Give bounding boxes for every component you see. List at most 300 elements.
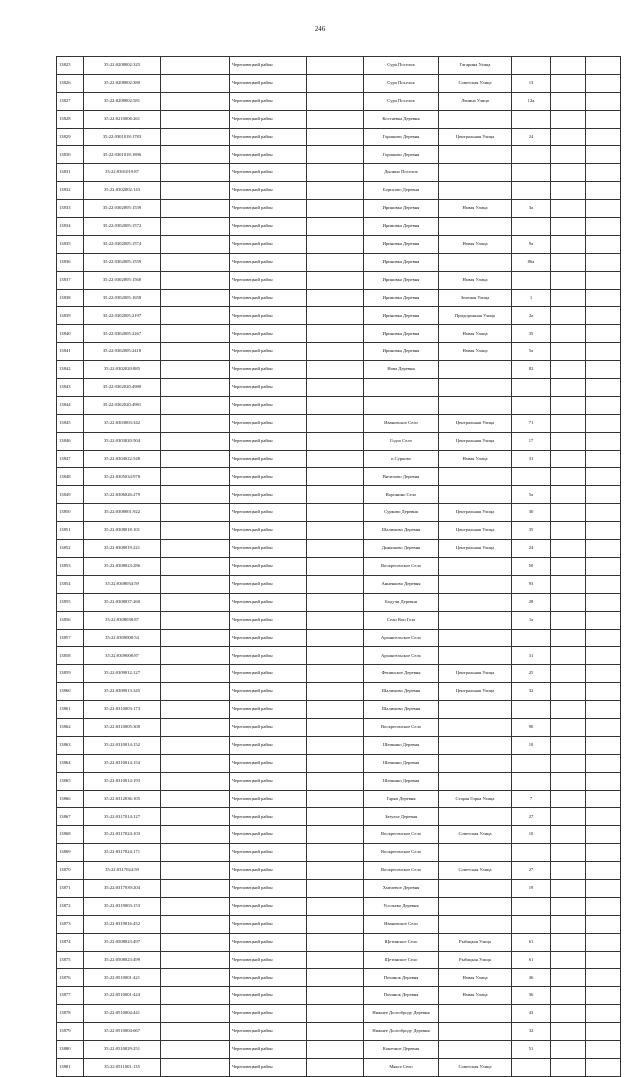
empty-cell [551,826,586,844]
empty-cell [307,432,364,450]
empty-cell [586,897,621,915]
settlement-cell: Щетинское Село [364,951,439,969]
empty-cell [307,271,364,289]
record-number-cell: 13876 [57,969,84,987]
district-cell: Череповецкий район [230,629,307,647]
house-cell: 90 [512,718,551,736]
cadastral-number-cell: 35:22:0310003:173 [84,701,161,719]
street-cell [439,593,512,611]
record-number-cell: 13829 [57,128,84,146]
street-cell [439,557,512,575]
record-number-cell: 13830 [57,146,84,164]
street-cell [439,110,512,128]
district-cell: Череповецкий район [230,1058,307,1076]
street-cell: Советская Улица [439,1058,512,1076]
table-row [57,361,621,379]
empty-cell [307,808,364,826]
empty-cell [586,754,621,772]
district-cell: Череповецкий район [230,92,307,110]
cadastral-number-cell: 35:22:0508023:497 [84,933,161,951]
cadastral-number-cell: 35:22:0302005:1572 [84,218,161,236]
record-number-cell: 13853 [57,557,84,575]
settlement-cell: Фенинское Деревня [364,665,439,683]
record-number-cell: 13842 [57,361,84,379]
empty-cell [161,1005,230,1023]
cadastral-number-cell: 35:22:0317014:127 [84,808,161,826]
table-row [57,772,621,790]
table-row [57,718,621,736]
house-cell: 43 [512,1005,551,1023]
street-cell: Новая Улица [439,325,512,343]
settlement-cell: Воскресенское Село [364,557,439,575]
settlement-cell: Сура Поселок [364,92,439,110]
district-cell: Череповецкий район [230,915,307,933]
cadastral-number-cell: 35:22:0317024:59 [84,862,161,880]
table-row [57,450,621,468]
empty-cell [161,665,230,683]
cadastral-number-cell: 35:22:0309008:87 [84,647,161,665]
settlement-cell: Шалимово Деревня [364,683,439,701]
street-cell [439,182,512,200]
empty-cell [586,432,621,450]
district-cell: Череповецкий район [230,647,307,665]
empty-cell [161,701,230,719]
district-cell: Череповецкий район [230,379,307,397]
house-cell [512,844,551,862]
empty-cell [551,289,586,307]
table-row [57,1040,621,1058]
empty-cell [161,361,230,379]
record-number-cell: 13838 [57,289,84,307]
empty-cell [551,683,586,701]
house-cell: 2а [512,307,551,325]
empty-cell [161,611,230,629]
table-row [57,665,621,683]
district-cell: Череповецкий район [230,110,307,128]
settlement-cell: Анненково Деревня [364,575,439,593]
empty-cell [307,182,364,200]
empty-cell [586,647,621,665]
settlement-cell: Воскресенское Село [364,826,439,844]
cadastral-number-cell: 35:22:0208002:380 [84,74,161,92]
record-number-cell: 13849 [57,486,84,504]
empty-cell [161,1058,230,1076]
record-number-cell: 13873 [57,915,84,933]
settlement-cell: Ириновка Деревня [364,289,439,307]
record-number-cell: 13877 [57,987,84,1005]
table-row [57,468,621,486]
empty-cell [307,504,364,522]
empty-cell [307,754,364,772]
table-row [57,253,621,271]
district-cell: Череповецкий район [230,57,307,75]
settlement-cell: Ивановское Село [364,915,439,933]
cadastral-number-cell: 35:22:0301018:1896 [84,146,161,164]
table-row [57,862,621,880]
settlement-cell [364,379,439,397]
cadastral-number-cell: 35:22:0317039:204 [84,879,161,897]
settlement-cell: Костяевка Деревня [364,110,439,128]
empty-cell [586,522,621,540]
cadastral-number-cell: 35:22:0308034:59 [84,575,161,593]
empty-cell [551,808,586,826]
house-cell [512,1058,551,1076]
cadastral-number-cell: 35:22:0302005:2267 [84,325,161,343]
street-cell: Новая Улица [439,450,512,468]
district-cell: Череповецкий район [230,611,307,629]
empty-cell [586,665,621,683]
empty-cell [551,468,586,486]
empty-cell [307,718,364,736]
settlement-cell: Ириновка Деревня [364,253,439,271]
settlement-cell: Конечное Деревня [364,1040,439,1058]
empty-cell [586,361,621,379]
district-cell: Череповецкий район [230,701,307,719]
table-row [57,74,621,92]
house-cell: 82 [512,361,551,379]
empty-cell [307,701,364,719]
cadastral-number-cell: 35:22:0302005:1658 [84,289,161,307]
table-row [57,844,621,862]
empty-cell [307,862,364,880]
empty-cell [307,665,364,683]
empty-cell [551,665,586,683]
district-cell: Череповецкий район [230,450,307,468]
table-row [57,701,621,719]
district-cell: Череповецкий район [230,486,307,504]
district-cell: Череповецкий район [230,897,307,915]
settlement-cell: Дьяконово Деревня [364,540,439,558]
registry-table-body [57,57,621,1077]
table-row [57,1005,621,1023]
street-cell [439,146,512,164]
empty-cell [551,164,586,182]
settlement-cell: Борисово Деревня [364,182,439,200]
street-cell: Гагарина Улица [439,57,512,75]
empty-cell [307,557,364,575]
empty-cell [307,611,364,629]
settlement-cell: Архангельское Село [364,629,439,647]
empty-cell [161,486,230,504]
empty-cell [551,110,586,128]
empty-cell [307,379,364,397]
house-cell: 10 [512,826,551,844]
empty-cell [161,325,230,343]
empty-cell [307,1040,364,1058]
empty-cell [307,1058,364,1076]
table-row [57,128,621,146]
record-number-cell: 13843 [57,379,84,397]
settlement-cell: Ириновка Деревня [364,235,439,253]
district-cell: Череповецкий район [230,557,307,575]
empty-cell [551,504,586,522]
cadastral-number-cell: 35:22:0302005:1560 [84,271,161,289]
street-cell: Центральная Улица [439,665,512,683]
empty-cell [161,253,230,271]
empty-cell [161,754,230,772]
street-cell [439,253,512,271]
settlement-cell: п.Сурково [364,450,439,468]
record-number-cell: 13863 [57,736,84,754]
settlement-cell: Мяксе Село [364,1058,439,1076]
district-cell: Череповецкий район [230,253,307,271]
record-number-cell: 13862 [57,718,84,736]
empty-cell [161,182,230,200]
cadastral-number-cell: 35:22:0310005:300 [84,718,161,736]
record-number-cell: 13868 [57,826,84,844]
empty-cell [586,504,621,522]
settlement-cell: Нова Деревня [364,361,439,379]
table-row [57,235,621,253]
empty-cell [161,540,230,558]
empty-cell [586,110,621,128]
record-number-cell: 13846 [57,432,84,450]
empty-cell [307,57,364,75]
settlement-cell: Починок Деревня [364,969,439,987]
empty-cell [551,379,586,397]
record-number-cell: 13879 [57,1023,84,1041]
settlement-cell: Усольево Деревня [364,897,439,915]
empty-cell [551,343,586,361]
table-row [57,57,621,75]
cadastral-number-cell: 35:22:0303003:342 [84,414,161,432]
district-cell: Череповецкий район [230,164,307,182]
empty-cell [161,826,230,844]
cadastral-number-cell: 35:22:0306026:279 [84,486,161,504]
record-number-cell: 13872 [57,897,84,915]
table-row [57,879,621,897]
house-cell: 1 [512,289,551,307]
street-cell [439,736,512,754]
cadastral-number-cell: 35:22:0305034:978 [84,468,161,486]
empty-cell [307,92,364,110]
street-cell: Центральная Улица [439,432,512,450]
empty-cell [551,897,586,915]
street-cell: Центральная Улица [439,683,512,701]
record-number-cell: 13826 [57,74,84,92]
cadastral-number-cell: 35:22:0511001:135 [84,1058,161,1076]
empty-cell [161,522,230,540]
street-cell [439,701,512,719]
empty-cell [551,987,586,1005]
empty-cell [551,933,586,951]
street-cell: Новая Улица [439,271,512,289]
cadastral-number-cell: 35:22:0303020:504 [84,432,161,450]
record-number-cell: 13859 [57,665,84,683]
district-cell: Череповецкий район [230,987,307,1005]
house-cell: 24 [512,128,551,146]
street-cell: Советская Улица [439,862,512,880]
record-number-cell: 13880 [57,1040,84,1058]
street-cell [439,772,512,790]
house-cell [512,110,551,128]
empty-cell [586,593,621,611]
cadastral-number-cell: 35:22:0309013:345 [84,683,161,701]
empty-cell [307,933,364,951]
empty-cell [586,683,621,701]
house-cell [512,772,551,790]
district-cell: Череповецкий район [230,361,307,379]
empty-cell [551,1040,586,1058]
cadastral-number-cell: 35:22:0319003:153 [84,897,161,915]
empty-cell [551,647,586,665]
settlement-cell: Гаряи Деревня [364,790,439,808]
cadastral-number-cell: 35:22:0310014:154 [84,754,161,772]
settlement-cell: Ириновка Деревня [364,307,439,325]
record-number-cell: 13856 [57,611,84,629]
district-cell: Череповецкий район [230,200,307,218]
empty-cell [307,218,364,236]
settlement-cell: Ивановское Село [364,414,439,432]
district-cell: Череповецкий район [230,414,307,432]
empty-cell [307,736,364,754]
cadastral-number-cell: 35:22:0208002:581 [84,92,161,110]
empty-cell [161,432,230,450]
empty-cell [586,969,621,987]
street-cell [439,164,512,182]
cadastral-number-cell: 35:22:0508023:499 [84,951,161,969]
empty-cell [161,164,230,182]
empty-cell [161,844,230,862]
district-cell: Череповецкий район [230,325,307,343]
empty-cell [307,915,364,933]
empty-cell [307,987,364,1005]
table-row [57,611,621,629]
empty-cell [307,790,364,808]
district-cell: Череповецкий район [230,683,307,701]
street-cell [439,611,512,629]
empty-cell [551,736,586,754]
record-number-cell: 13864 [57,754,84,772]
cadastral-number-cell: 35:22:0302020:4981 [84,396,161,414]
empty-cell [586,128,621,146]
empty-cell [161,557,230,575]
empty-cell [551,1005,586,1023]
empty-cell [161,128,230,146]
empty-cell [161,629,230,647]
cadastral-number-cell: 35:22:0308037:260 [84,593,161,611]
empty-cell [586,450,621,468]
empty-cell [586,325,621,343]
empty-cell [161,987,230,1005]
empty-cell [586,611,621,629]
cadastral-number-cell: 35:22:0310014:152 [84,736,161,754]
street-cell: Рыбацкая Улица [439,951,512,969]
record-number-cell: 13881 [57,1058,84,1076]
empty-cell [161,647,230,665]
table-row [57,164,621,182]
district-cell: Череповецкий район [230,74,307,92]
house-cell [512,218,551,236]
empty-cell [161,718,230,736]
empty-cell [307,593,364,611]
empty-cell [161,915,230,933]
district-cell: Череповецкий район [230,879,307,897]
house-cell [512,182,551,200]
street-cell [439,879,512,897]
table-row [57,826,621,844]
table-row [57,343,621,361]
district-cell: Череповецкий район [230,736,307,754]
house-cell: 27 [512,862,551,880]
empty-cell [586,1023,621,1041]
cadastral-number-cell: 35:22:0510001:424 [84,987,161,1005]
house-cell: 61 [512,933,551,951]
empty-cell [586,414,621,432]
house-cell: 5а [512,343,551,361]
empty-cell [586,74,621,92]
district-cell: Череповецкий район [230,307,307,325]
house-cell [512,701,551,719]
district-cell: Череповецкий район [230,1040,307,1058]
record-number-cell: 13848 [57,468,84,486]
empty-cell [551,701,586,719]
cadastral-number-cell: 35:22:0510004:441 [84,1005,161,1023]
record-number-cell: 13835 [57,235,84,253]
empty-cell [161,790,230,808]
empty-cell [307,325,364,343]
settlement-cell: Воскресенское Село [364,718,439,736]
street-cell: Новая Улица [439,235,512,253]
district-cell: Череповецкий район [230,271,307,289]
empty-cell [551,969,586,987]
record-number-cell: 13852 [57,540,84,558]
house-cell: 71 [512,414,551,432]
empty-cell [551,522,586,540]
empty-cell [586,271,621,289]
empty-cell [161,307,230,325]
empty-cell [307,110,364,128]
empty-cell [586,718,621,736]
empty-cell [307,879,364,897]
empty-cell [161,57,230,75]
street-cell: Новая Улица [439,200,512,218]
empty-cell [586,235,621,253]
empty-cell [551,128,586,146]
empty-cell [586,915,621,933]
table-row [57,92,621,110]
empty-cell [161,951,230,969]
empty-cell [586,826,621,844]
house-cell: 61 [512,951,551,969]
settlement-cell: Шеинино Деревня [364,772,439,790]
empty-cell [161,200,230,218]
district-cell: Череповецкий район [230,432,307,450]
settlement-cell: Воронино Село [364,486,439,504]
settlement-cell: Щетинское Село [364,933,439,951]
empty-cell [307,540,364,558]
empty-cell [307,629,364,647]
house-cell [512,379,551,397]
house-cell: 17 [512,432,551,450]
empty-cell [551,951,586,969]
cadastral-number-cell: 35:22:0302002:143 [84,182,161,200]
settlement-cell: Шалимово Деревня [364,701,439,719]
empty-cell [586,92,621,110]
record-number-cell: 13836 [57,253,84,271]
settlement-cell: Вичелово Деревня [364,468,439,486]
table-row [57,540,621,558]
empty-cell [551,92,586,110]
house-cell: 10 [512,736,551,754]
street-cell [439,218,512,236]
empty-cell [586,218,621,236]
district-cell: Череповецкий район [230,575,307,593]
street-cell [439,468,512,486]
cadastral-number-cell: 35:22:0302005:2418 [84,343,161,361]
empty-cell [551,1058,586,1076]
street-cell: Центральная Улица [439,540,512,558]
